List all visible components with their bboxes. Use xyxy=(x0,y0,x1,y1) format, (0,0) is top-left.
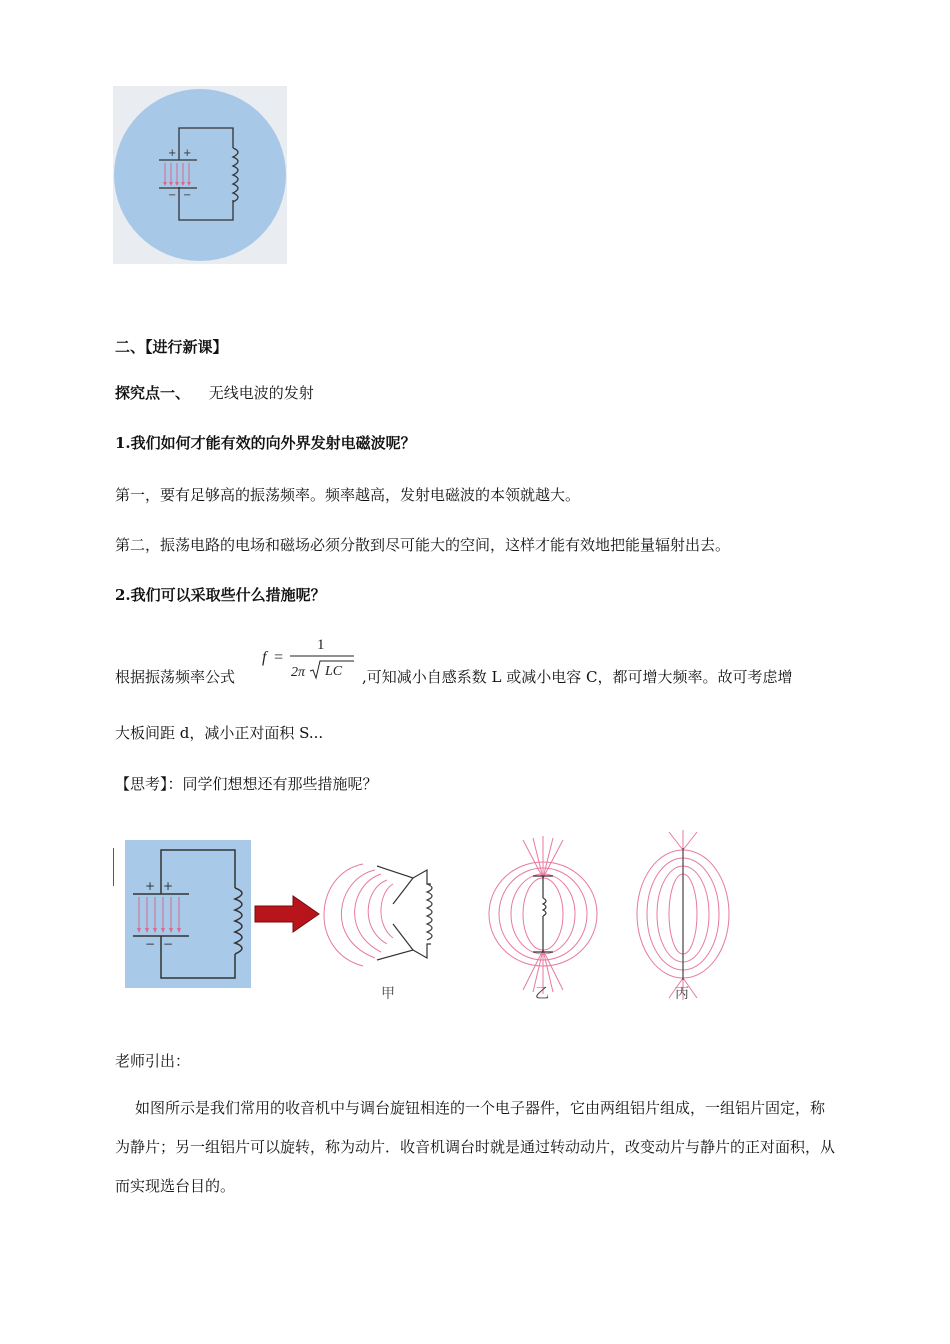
formula-lhs: f xyxy=(262,649,267,666)
lc-circuit-figure xyxy=(113,86,287,264)
explore-point xyxy=(115,383,314,403)
plus-sign: + xyxy=(168,148,177,159)
minus-sign: − xyxy=(145,937,156,951)
figure-label-yi: 乙 xyxy=(535,986,549,1002)
question-2: 2.我们可以采取些什么措施呢？ xyxy=(115,586,326,604)
think-prompt: 【思考】：同学们想想还有那些措施呢？ xyxy=(115,775,378,793)
explore-title: 无线电波的发射 xyxy=(208,384,314,402)
formula-den-radicand: LC xyxy=(325,664,343,679)
plus-sign: + xyxy=(145,879,156,893)
formula-suffix: ,可知减小自感系数 L 或减小电容 C，都可增大频率。故可考虑增 xyxy=(362,668,793,686)
formula-den-coef: 2π xyxy=(291,665,306,680)
minus-sign: − xyxy=(163,937,174,951)
minus-sign: − xyxy=(168,190,177,201)
minus-sign: − xyxy=(183,190,192,201)
teacher-intro: 老师引出： xyxy=(115,1052,191,1070)
formula-continuation: 大板间距 d，减小正对面积 S... xyxy=(115,724,324,742)
plus-sign: + xyxy=(163,879,174,893)
formula-prefix: 根据振荡频率公式 xyxy=(115,668,236,686)
plus-sign: + xyxy=(183,148,192,159)
figure-label-jia: 甲 xyxy=(381,986,395,1002)
paragraph-second: 第二，振荡电路的电场和磁场必须分散到尽可能大的空间，这样才能有效地把能量辐射出去。 xyxy=(115,536,731,554)
formula-eq: = xyxy=(274,649,284,666)
explore-label: 探究点一、 xyxy=(115,384,191,402)
frequency-formula xyxy=(258,630,358,686)
paragraph-first: 第一，要有足够高的振荡频率。频率越高，发射电磁波的本领就越大。 xyxy=(115,486,581,504)
figure-label-bing: 丙 xyxy=(675,986,689,1002)
formula-numerator: 1 xyxy=(317,637,325,653)
final-paragraph: 如图所示是我们常用的收音机中与调台旋钮相连的一个电子器件，它由两组铝片组成，一组铝片固定，称为静片；另一组铝片可以旋转，称为动片．收音机调台时就是通过转动动片，改变动片与静片的正对面积，从而实现选台目的。 xyxy=(115,1099,836,1195)
section-heading: 二、【进行新课】 xyxy=(115,338,228,356)
question-1: 1.我们如何才能有效的向外界发射电磁波呢？ xyxy=(115,434,416,452)
radiation-field-figure xyxy=(113,828,753,1008)
